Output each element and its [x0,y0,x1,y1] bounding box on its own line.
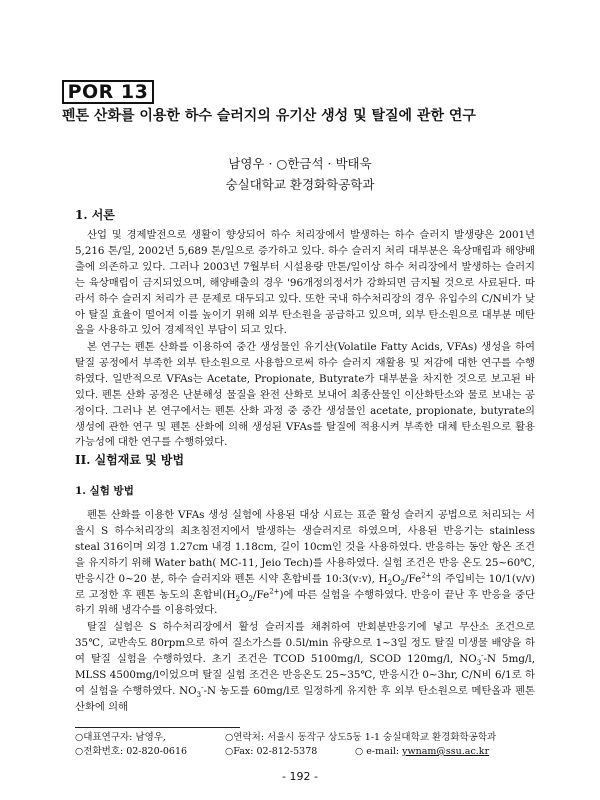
footnote-email-label: ○ e-mail: [355,746,400,757]
subscript: 2 [387,578,393,587]
affiliation: 숭실대학교 환경화학공학과 [225,177,375,192]
footnote-divider [75,727,240,728]
intro-heading: 1. 서론 [75,208,115,222]
methods-subheading: 1. 실험 방법 [75,485,134,497]
text-run: O [240,588,249,601]
subscript: 2 [235,594,241,603]
text-run: -N 5mg/l, MLSS 4500mg/l이었으며 탈질 실험 조건은 반응온도 25~35℃, 반응시간 0~3hr, C/N비 6/1로 하여 실험을 수행하였다. NO [75,652,535,697]
footnote-email-link[interactable]: ywnam@ssu.ac.kr [402,746,490,757]
subscript: 3 [476,658,482,667]
superscript: - [201,683,204,692]
text-run: -N 농도를 60mg/l로 일정하게 유지한 후 외부 탄소원으로 메탄올과 펜톤 산화에 의해 [75,684,535,713]
page-number: - 192 - [282,770,318,783]
session-code-box: POR 13 [62,80,154,104]
text-run: 펜톤 산화를 이용한 VFAs 생성 실험에 사용된 대상 시료는 표준 활성 슬러지 공법으로 처리되는 서울시 S 하수처리장의 최초침전지에서 발생하는 생슬러지로 하였으며, 사용된 반응기는 stainless steal 316이며 외경 1.27cm 내경 1.18cm, 길이 10cm인 것을 사용하였다. 반응하는 동안 항온 조건을 유지하기 위해 Water bath( MC-11, Jeio Tech)를 사용하였다. 실험 조건은 반응 온도 25~60℃, 반응시간 0~20 분, 하수 슬러지와 펜톤 시약 혼합비를 10:3(v:v), H [75,509,535,585]
intro-paragraph-1: 산업 및 경제발전으로 생활이 향상되어 하수 처리장에서 발생하는 하수 슬러지 발생량은 2001년 5,216 톤/일, 2002년 5,689 톤/일으로 증가하고 있다. 하수 슬러지 처리 대부분은 육상매립과 해양배출에 의존하고 있다. 그러나 2003년 7월부터 시설용량 만톤/일이상 하수 처리장에서 발생하는 슬러지는 육상매립이 금지되었으며, 해양배출의 경우 '96개정의정서가 강화되면 금지될 것으로 사료된다. 따라서 하수 슬러지 처리가 큰 문제로 대두되고 있다. 또한 국내 하수처리장의 경우 유입수의 C/N비가 낮아 탈질 효율이 떨어져 이를 높이기 위해 외부 탄소원을 공급하고 있으며, 외부 탄소원으로 대부분 메탄올을 사용하고 있어 경제적인 부담이 되고 있다. [75,229,535,337]
footnote-address: ○연락처: 서울시 동작구 상도5동 1-1 숭실대학교 환경화학공학과 [225,732,497,743]
superscript: - [481,651,484,660]
methods-paragraph-1 [75,508,535,619]
text-run: O [392,572,401,585]
text-run: )에 따른 실험을 수행하였다. 반응이 끝난 후 반응을 중단하기 위해 냉각수를 이용하였다. [75,588,535,617]
footnote-fax: ○Fax: 02-812-5378 [225,746,318,757]
text-run: /Fe [253,588,270,601]
methods-paragraph-2 [75,620,535,715]
author-list: 남영우 · ○한금석 · 박태욱 [228,156,372,171]
text-run: 의 주입비는 10/1(v/v)로 고정한 후 펜톤 농도의 혼합비(H [75,572,535,601]
subscript: 2 [248,594,254,603]
intro-paragraph-2: 본 연구는 펜톤 산화를 이용하여 중간 생성물인 유기산(Volatile Fatty Acids, VFAs) 생성을 하여 탈질 공정에서 부족한 외부 탄소원으로 사용함으로써 하수 슬러지 재활용 및 저감에 대한 연구를 수행하였다. 일반적으로 VFAs는 Acetate, Propionate, Butyrate가 대부분을 차지한 것으로 보고된 바 있다. 펜톤 산화 공정은 난분해성 물질을 완전 산화로 보내어 최종산물인 이산화탄소와 물로 보내는 공정이다. 그러나 본 연구에서는 펜톤 산화 과정 중 중간 생성물인 acetate, propionate, butyrate의 생성에 관한 연구 및 펜톤 산화에 의해 생성된 VFAs를 탈질에 적용시켜 부족한 대체 탄소원으로 활용가능성에 대한 연구를 수행하였다. [75,341,535,449]
superscript: 2+ [269,587,280,596]
footnote-lead-author: ○대표연구자: 남영우, [75,732,166,743]
subscript: 3 [196,690,202,699]
footnote-contact-line [75,731,496,744]
text-run: /Fe [405,572,422,585]
text-run: 탈질 실험은 S 하수처리장에서 활성 슬러지를 채취하여 반회분반응기에 넣고 무산소 조건으로 35℃, 교반속도 80rpm으로 하여 질소가스를 0.5l/min 유량으로 1~3일 정도 탈질 미생물 배양을 하여 탈질 실험을 수행하였다. 초기 조건은 TCOD 5100mg/l, SCOD 120mg/l, NO [75,621,535,665]
subscript: 2 [400,578,406,587]
footnote-phone-line [75,745,489,758]
superscript: 2+ [421,571,432,580]
paper-title: 펜톤 산화를 이용한 하수 슬러지의 유기산 생성 및 탈질에 관한 연구 [62,108,476,124]
methods-heading: II. 실험재료 및 방법 [75,453,185,467]
footnote-phone: ○전화번호: 02-820-0616 [75,746,188,757]
